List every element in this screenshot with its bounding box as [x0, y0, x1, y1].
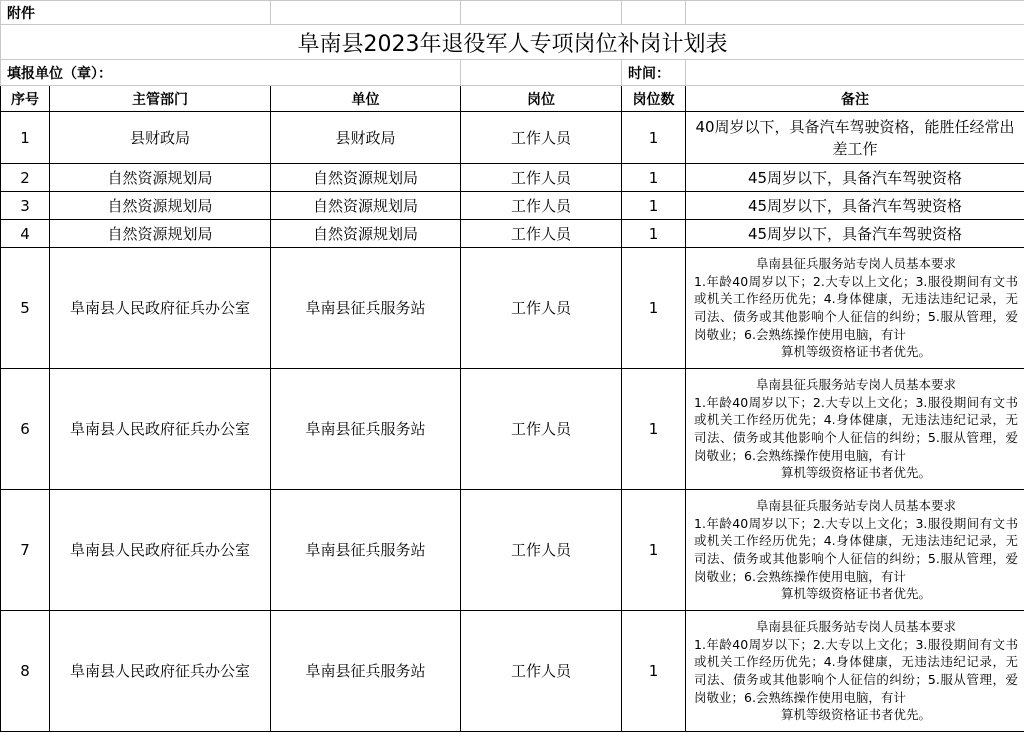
- row-post: 工作人员: [461, 112, 622, 164]
- remark-body: 1.年龄40周岁以下；2.大专以上文化；3.服役期间有文书或机关工作经历优先；4.身体健康，无违法违纪记录，无司法、债务或其他影响个人征信的纠纷；5.服从管理，爱岗敬业；6.会熟练操作使用电脑，有计: [694, 394, 1018, 463]
- row-post: 工作人员: [461, 220, 622, 248]
- row-count: 1: [622, 490, 686, 611]
- col-header-remark: 备注: [686, 86, 1024, 112]
- remark-body: 1.年龄40周岁以下；2.大专以上文化；3.服役期间有文书或机关工作经历优先；4.身体健康，无违法违纪记录，无司法、债务或其他影响个人征信的纠纷；5.服从管理，爱岗敬业；6.会熟练操作使用电脑，有计: [694, 273, 1018, 342]
- time-label: 时间：: [622, 60, 686, 86]
- row-no: 1: [1, 112, 50, 164]
- col-header-dept: 主管部门: [50, 86, 271, 112]
- row-count: 1: [622, 164, 686, 192]
- row-remark: [686, 369, 1024, 490]
- col-header-count: 岗位数: [622, 86, 686, 112]
- row-post: 工作人员: [461, 248, 622, 369]
- row-unit: 自然资源规划局: [271, 164, 461, 192]
- table-row: [1, 112, 1024, 164]
- row-remark: [686, 248, 1024, 369]
- row-no: 8: [1, 611, 50, 732]
- row-count: 1: [622, 248, 686, 369]
- page-title: 阜南县2023年退役军人专项岗位补岗计划表: [1, 25, 1024, 60]
- row-dept: 县财政局: [50, 112, 271, 164]
- row-remark: [686, 611, 1024, 732]
- row-no: 6: [1, 369, 50, 490]
- remark-end: 算机等级资格证书者优先。: [780, 586, 931, 602]
- row-unit: 阜南县征兵服务站: [271, 611, 461, 732]
- row-remark: 45周岁以下，具备汽车驾驶资格: [686, 220, 1024, 248]
- row-post: 工作人员: [461, 164, 622, 192]
- table-row: [1, 369, 1024, 490]
- remark-title: 阜南县征兵服务站专岗人员基本要求: [755, 619, 956, 635]
- row-dept: 阜南县人民政府征兵办公室: [50, 611, 271, 732]
- row-unit: 自然资源规划局: [271, 220, 461, 248]
- row-post: 工作人员: [461, 611, 622, 732]
- row-no: 5: [1, 248, 50, 369]
- attachment-label: 附件: [1, 1, 271, 25]
- fill-unit-label: 填报单位（章）：: [1, 60, 461, 86]
- row-remark: 45周岁以下，具备汽车驾驶资格: [686, 164, 1024, 192]
- col-header-unit: 单位: [271, 86, 461, 112]
- attachment-row: [1, 1, 1024, 25]
- row-dept: 阜南县人民政府征兵办公室: [50, 369, 271, 490]
- time-value: [686, 60, 1024, 86]
- row-count: 1: [622, 220, 686, 248]
- row-unit: 阜南县征兵服务站: [271, 369, 461, 490]
- row-no: 4: [1, 220, 50, 248]
- header-row: [1, 86, 1024, 112]
- remark-title: 阜南县征兵服务站专岗人员基本要求: [755, 256, 956, 272]
- remark-end: 算机等级资格证书者优先。: [780, 707, 931, 723]
- row-count: 1: [622, 192, 686, 220]
- row-dept: 阜南县人民政府征兵办公室: [50, 248, 271, 369]
- remark-title: 阜南县征兵服务站专岗人员基本要求: [755, 498, 956, 514]
- row-remark: 40周岁以下，具备汽车驾驶资格，能胜任经常出差工作: [686, 112, 1024, 164]
- row-no: 3: [1, 192, 50, 220]
- col-header-post: 岗位: [461, 86, 622, 112]
- remark-body: 1.年龄40周岁以下；2.大专以上文化；3.服役期间有文书或机关工作经历优先；4.身体健康，无违法违纪记录，无司法、债务或其他影响个人征信的纠纷；5.服从管理，爱岗敬业；6.会熟练操作使用电脑，有计: [694, 515, 1018, 584]
- row-unit: 阜南县征兵服务站: [271, 248, 461, 369]
- row-dept: 自然资源规划局: [50, 192, 271, 220]
- row-post: 工作人员: [461, 192, 622, 220]
- row-count: 1: [622, 611, 686, 732]
- row-dept: 阜南县人民政府征兵办公室: [50, 490, 271, 611]
- table-row: [1, 611, 1024, 732]
- row-no: 2: [1, 164, 50, 192]
- table-row: [1, 248, 1024, 369]
- table-row: [1, 192, 1024, 220]
- row-dept: 自然资源规划局: [50, 164, 271, 192]
- remark-end: 算机等级资格证书者优先。: [780, 465, 931, 481]
- row-unit: 阜南县征兵服务站: [271, 490, 461, 611]
- row-no: 7: [1, 490, 50, 611]
- row-unit: 县财政局: [271, 112, 461, 164]
- row-dept: 自然资源规划局: [50, 220, 271, 248]
- remark-end: 算机等级资格证书者优先。: [780, 344, 931, 360]
- row-count: 1: [622, 112, 686, 164]
- col-header-no: 序号: [1, 86, 50, 112]
- row-post: 工作人员: [461, 490, 622, 611]
- table-row: [1, 490, 1024, 611]
- remark-title: 阜南县征兵服务站专岗人员基本要求: [755, 377, 956, 393]
- table-row: [1, 220, 1024, 248]
- remark-body: 1.年龄40周岁以下；2.大专以上文化；3.服役期间有文书或机关工作经历优先；4.身体健康，无违法违纪记录，无司法、债务或其他影响个人征信的纠纷；5.服从管理，爱岗敬业；6.会熟练操作使用电脑，有计: [694, 636, 1018, 705]
- fill-info-row: [1, 60, 1024, 86]
- row-remark: 45周岁以下，具备汽车驾驶资格: [686, 192, 1024, 220]
- table-row: [1, 164, 1024, 192]
- row-post: 工作人员: [461, 369, 622, 490]
- row-count: 1: [622, 369, 686, 490]
- row-unit: 自然资源规划局: [271, 192, 461, 220]
- row-remark: [686, 490, 1024, 611]
- title-row: [1, 25, 1024, 60]
